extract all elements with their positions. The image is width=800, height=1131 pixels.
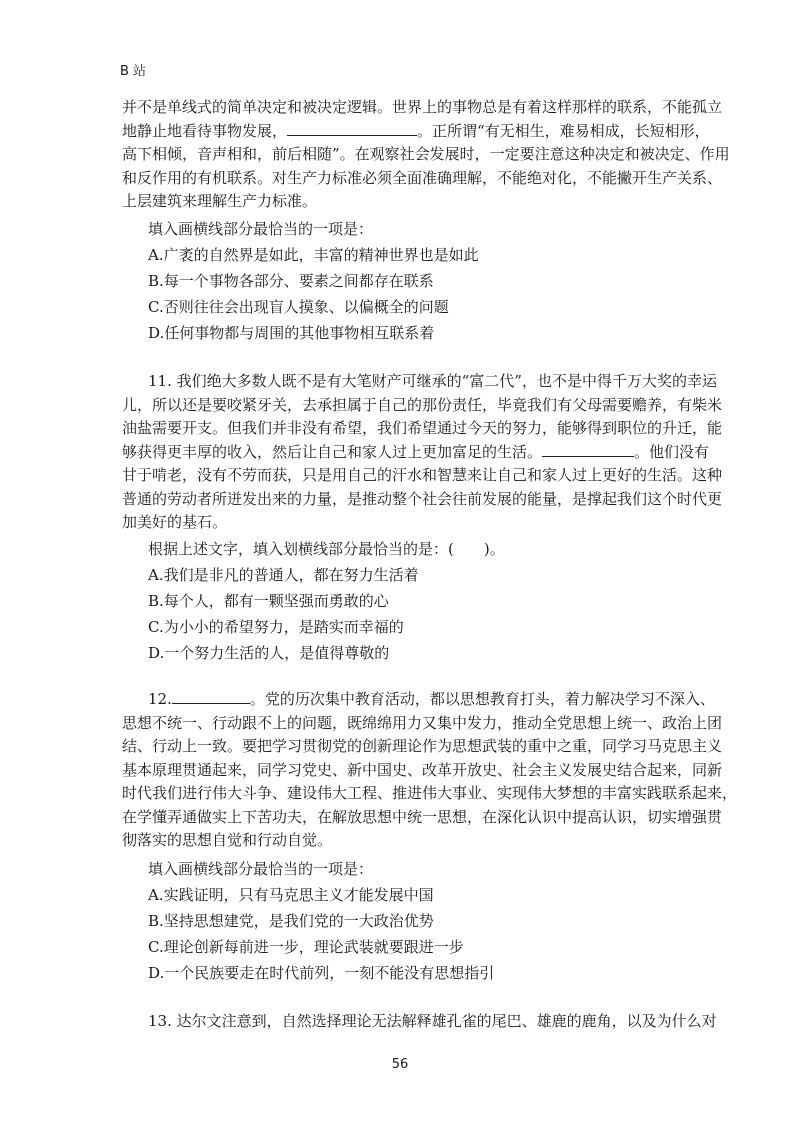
q12-line: 彻落实的思想自觉和行动自觉。 [122,831,333,849]
q12-passage [122,688,738,853]
q11-line: 11. 我们绝大多数人既不是有大笔财产可继承的“富二代”，也不是中得千万大奖的幸运 [148,372,717,390]
q11-line-with-blank: 够获得更丰厚的收入，然后让自己和家人过上更加富足的生活。 。他们没有 [122,442,710,461]
q12-line-with-blank: 12. 。党的历次集中教育活动，都以思想教育打头，着力解决学习不深入、 [148,690,715,708]
q11-line: 甘于啃老，没有不劳而获，只是用自己的汗水和智慧来让自己和家人过上更好的生活。这种 [122,466,723,484]
q12-option-d: D.一个民族要走在时代前列，一刻不能没有思想指引 [148,964,495,982]
q12-line: 基本原理贯通起来，同学习党史、新中国史、改革开放史、社会主义发展史结合起来，同新 [122,760,723,779]
site-header: B 站 [120,64,147,79]
q10-option-d: D.任何事物都与周围的其他事物相互联系着 [148,324,435,342]
q10-prompt: 填入画横线部分最恰当的一项是： [148,220,374,238]
q11-passage [122,370,723,535]
q10-option-a: A.广袤的自然界是如此，丰富的精神世界也是如此 [148,246,479,264]
q10-option-c: C.否则往往会出现盲人摸象、以偏概全的问题 [148,298,449,316]
answer-blank [287,121,417,136]
q13-passage [122,1010,717,1034]
q11-line: 普通的劳动者所迸发出来的力量，是推动整个社会往前发展的能量，是撑起我们这个时代更 [122,489,723,508]
q12-option-b: B.坚持思想建党，是我们党的一大政治优势 [148,912,434,930]
q10-option-b: B.每一个事物各部分、要素之间都存在联系 [148,272,434,290]
q11-line: 加美好的基石。 [122,513,228,531]
q12-line: 时代我们进行伟大斗争、建设伟大工程、推进伟大事业、实现伟大梦想的丰富实践联系起来， [122,784,738,802]
q12-choices [148,856,494,986]
q10-line: 并不是单线式的简单决定和被决定逻辑。世界上的事物总是有着这样那样的联系，不能孤立 [122,98,723,116]
answer-blank [172,689,250,704]
q11-option-b: B.每个人，都有一颗坚强而勇敢的心 [148,592,389,610]
q13-line: 13. 达尔文注意到，自然选择理论无法解释雄孔雀的尾巴、雄鹿的鹿角，以及为什么对 [148,1012,717,1030]
q11-prompt: 根据上述文字，填入划横线部分最恰当的是：( )。 [148,540,505,558]
q10-line: 上层建筑来理解生产力标准。 [122,192,318,210]
q10-line-with-blank: 地静止地看待事物发展， 。正所谓“有无相生，难易相成，长短相形， [122,121,710,140]
q11-choices [148,536,505,666]
q11-option-d: D.一个努力生活的人，是值得尊敬的 [148,644,390,662]
q11-line: 油盐需要开支。但我们并非没有希望，我们希望通过今天的努力，能够得到职位的升迁，能 [122,419,723,437]
q10-choices [148,216,479,346]
q12-line: 思想不统一、行动跟不上的问题，既绵绵用力又集中发力，推动全党思想上统一、政治上团 [122,713,723,732]
q12-line: 在学懂弄通做实上下苦功夫，在解放思想中统一思想，在深化认识中提高认识，切实增强贯 [122,807,723,826]
answer-blank [542,442,634,457]
q12-line: 结、行动上一致。要把学习贯彻党的创新理论作为思想武装的重中之重，同学习马克思主义 [122,737,723,755]
q10-passage [122,96,730,214]
q11-option-c: C.为小小的希望努力，是踏实而幸福的 [148,618,404,636]
q12-prompt: 填入画横线部分最恰当的一项是： [148,860,374,878]
page-number: 56 [391,1057,409,1072]
q12-option-a: A.实践证明，只有马克思主义才能发展中国 [148,886,434,904]
q11-line: 儿，所以还是要咬紧牙关，去承担属于自己的那份责任，毕竟我们有父母需要赡养，有柴米 [122,395,723,414]
q10-line: 和反作用的有机联系。对生产力标准必须全面准确理解，不能绝对化，不能撇开生产关系、 [122,168,723,187]
q10-line: 高下相倾，音声相和，前后相随”。在观察社会发展时，一定要注意这种决定和被决定、作用 [122,145,730,163]
q12-option-c: C.理论创新每前进一步，理论武装就要跟进一步 [148,938,464,956]
q11-option-a: A.我们是非凡的普通人，都在努力生活着 [148,566,419,584]
